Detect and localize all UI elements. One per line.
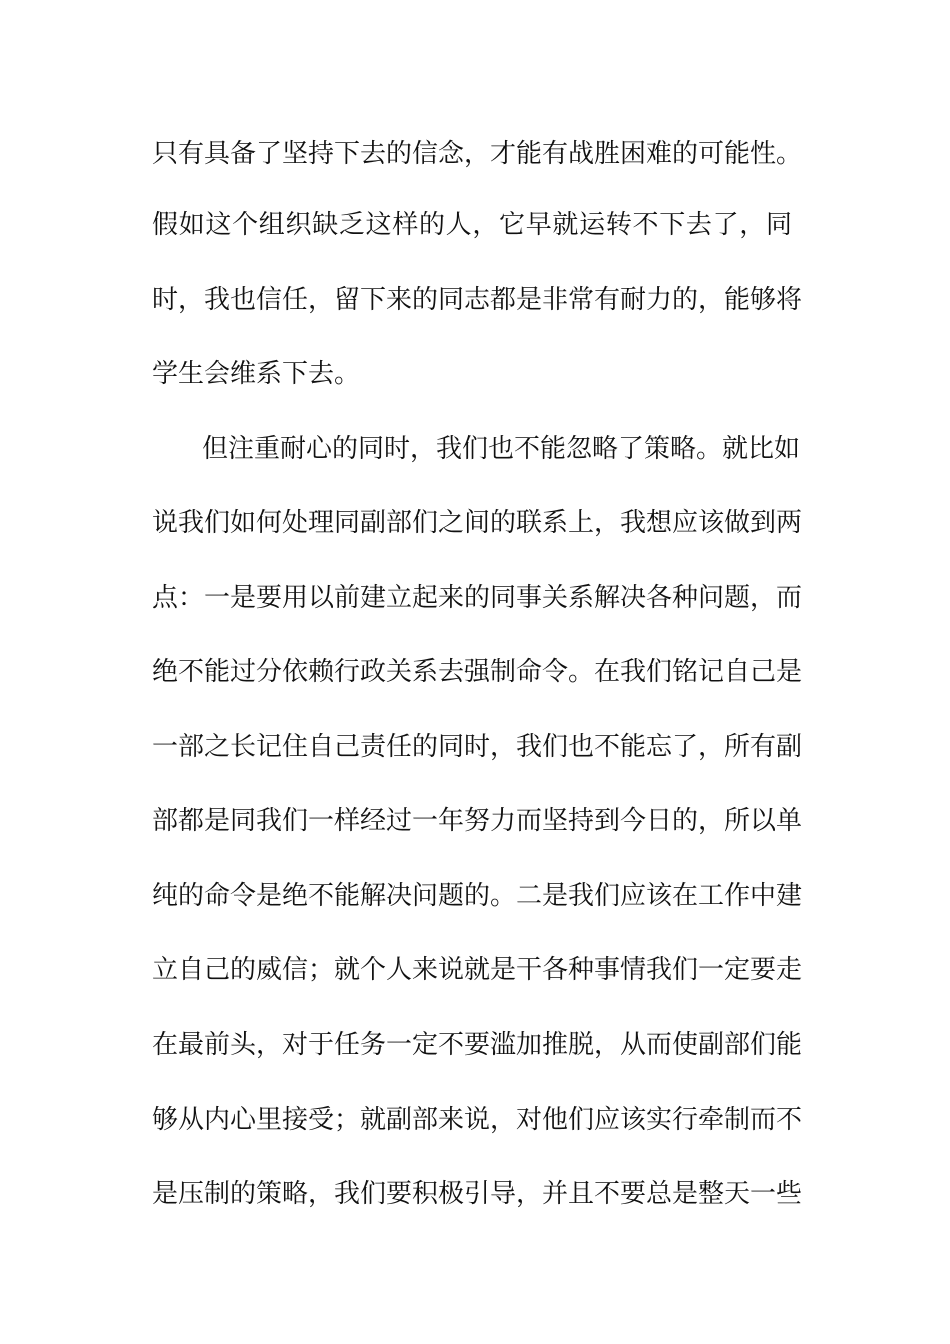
- paragraph-2-line-4: 绝不能过分依赖行政关系去强制命令。在我们铭记自己是: [152, 657, 803, 687]
- paragraph-2-line-2: 说我们如何处理同副部们之间的联系上，我想应该做到两: [152, 508, 803, 538]
- paragraph-1-line-4: 学生会维系下去。: [152, 359, 361, 389]
- paragraph-2-line-7: 纯的命令是绝不能解决问题的。二是我们应该在工作中建: [152, 881, 803, 911]
- paragraph-1-line-1: 只有具备了坚持下去的信念，才能有战胜困难的可能性。: [152, 139, 803, 169]
- paragraph-2-line-8: 立自己的威信；就个人来说就是干各种事情我们一定要走: [152, 955, 803, 985]
- paragraph-2-line-5: 一部之长记住自己责任的同时，我们也不能忘了，所有副: [152, 732, 803, 762]
- paragraph-2-line-9: 在最前头，对于任务一定不要滥加推脱，从而使副部们能: [152, 1030, 803, 1060]
- paragraph-2-line-3: 点：一是要用以前建立起来的同事关系解决各种问题，而: [152, 583, 803, 613]
- paragraph-1-line-3: 时，我也信任，留下来的同志都是非常有耐力的，能够将: [152, 285, 803, 315]
- paragraph-2-line-10: 够从内心里接受；就副部来说，对他们应该实行牵制而不: [152, 1105, 803, 1135]
- paragraph-2-line-6: 部都是同我们一样经过一年努力而坚持到今日的，所以单: [152, 806, 803, 836]
- paragraph-2-line-1: 但注重耐心的同时，我们也不能忽略了策略。就比如: [202, 434, 801, 464]
- paragraph-1-line-2: 假如这个组织缺乏这样的人，它早就运转不下去了，同: [152, 210, 792, 240]
- paragraph-2-line-11: 是压制的策略，我们要积极引导，并且不要总是整天一些: [152, 1179, 803, 1209]
